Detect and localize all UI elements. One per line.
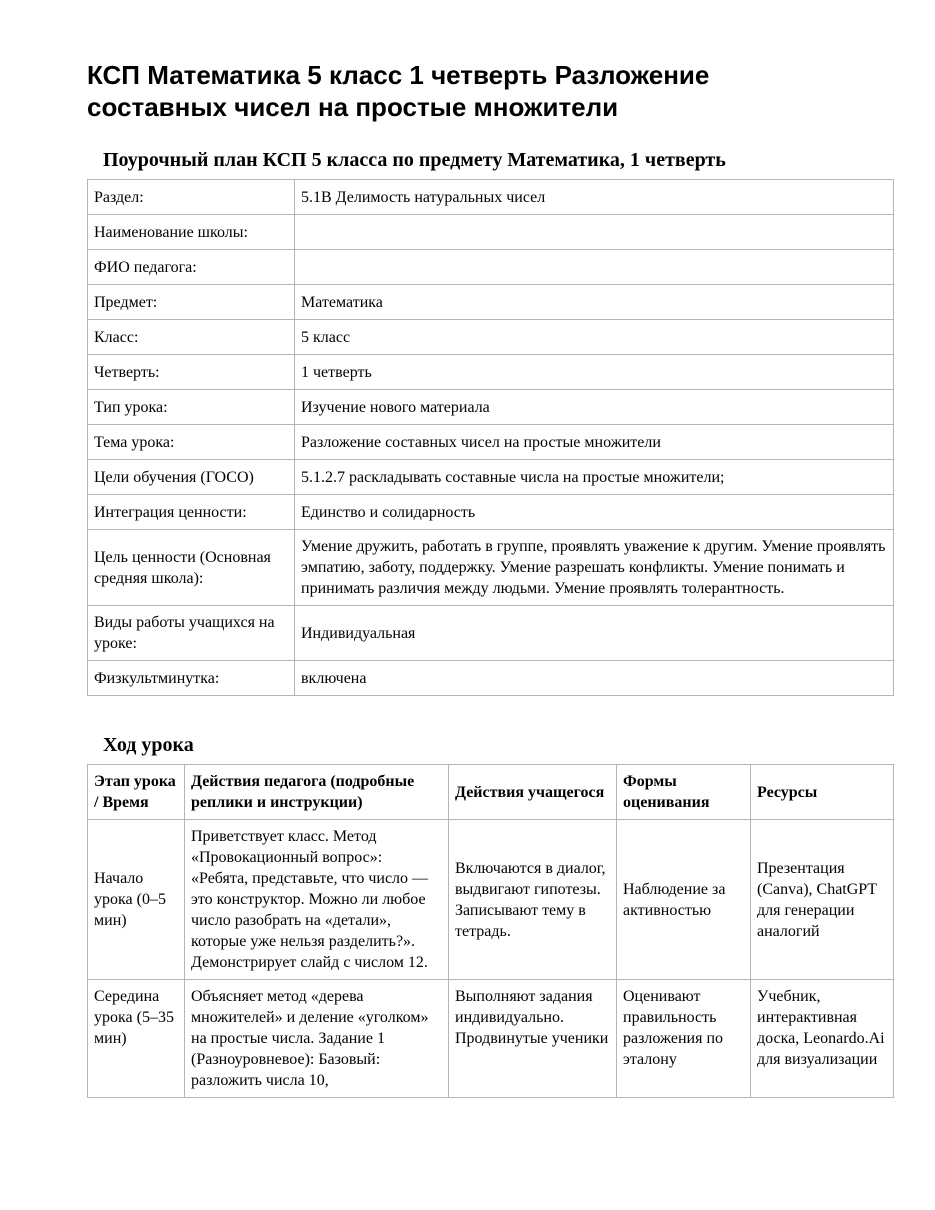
info-key-cell: ФИО педагога: xyxy=(88,250,295,285)
table-row xyxy=(88,355,894,390)
info-key-cell: Предмет: xyxy=(88,285,295,320)
info-key-cell: Четверть: xyxy=(88,355,295,390)
flow-heading: Ход урока xyxy=(103,734,194,756)
lesson-flow-table xyxy=(87,764,894,1098)
info-value-cell xyxy=(295,215,894,250)
flow-header-row xyxy=(88,765,894,820)
info-key-cell: Тема урока: xyxy=(88,425,295,460)
info-value-cell: 1 четверть xyxy=(295,355,894,390)
table-row xyxy=(88,285,894,320)
info-value-cell: Умение дружить, работать в группе, проявлять уважение к другим. Умение проявлять эмпатию, заботу, поддержку. Умение разрешать конфликты. Умение понимать и принимать различия между людьми. Умение проявлять толерантность. xyxy=(295,530,894,606)
table-row xyxy=(88,215,894,250)
info-key-cell: Класс: xyxy=(88,320,295,355)
table-row xyxy=(88,980,894,1098)
stage-cell: Середина урока (5–35 мин) xyxy=(88,980,185,1098)
table-row xyxy=(88,180,894,215)
info-key-cell: Виды работы учащихся на уроке: xyxy=(88,606,295,661)
info-value-cell: 5.1.2.7 раскладывать составные числа на простые множители; xyxy=(295,460,894,495)
student-actions-cell: Включаются в диалог, выдвигают гипотезы. Записывают тему в тетрадь. xyxy=(449,820,617,980)
flow-header-cell: Формы оценивания xyxy=(617,765,751,820)
table-row xyxy=(88,460,894,495)
plan-heading: Поурочный план КСП 5 класса по предмету Математика, 1 четверть xyxy=(103,149,726,171)
flow-header-cell: Действия учащегося xyxy=(449,765,617,820)
info-key-cell: Раздел: xyxy=(88,180,295,215)
table-row xyxy=(88,425,894,460)
resources-cell: Презентация (Canva), ChatGPT для генерации аналогий xyxy=(751,820,894,980)
page-title: КСП Математика 5 класс 1 четверть Разложение составных чисел на простые множители xyxy=(87,60,710,122)
info-key-cell: Цель ценности (Основная средняя школа): xyxy=(88,530,295,606)
assessment-cell: Наблюдение за активностью xyxy=(617,820,751,980)
table-row xyxy=(88,820,894,980)
info-key-cell: Интеграция ценности: xyxy=(88,495,295,530)
info-value-cell: Индивидуальная xyxy=(295,606,894,661)
info-value-cell: Единство и солидарность xyxy=(295,495,894,530)
info-key-cell: Наименование школы: xyxy=(88,215,295,250)
table-row xyxy=(88,250,894,285)
info-value-cell: включена xyxy=(295,661,894,696)
info-key-cell: Цели обучения (ГОСО) xyxy=(88,460,295,495)
student-actions-cell: Выполняют задания индивидуально. Продвинутые ученики xyxy=(449,980,617,1098)
teacher-actions-cell: Приветствует класс. Метод «Провокационный вопрос»: «Ребята, представьте, что число — это конструктор. Можно ли любое число разобрать на «детали», которые уже нельзя разделить?». Демонстрирует слайд с числом 12. xyxy=(185,820,449,980)
table-row xyxy=(88,661,894,696)
flow-header-cell: Ресурсы xyxy=(751,765,894,820)
assessment-cell: Оценивают правильность разложения по эталону xyxy=(617,980,751,1098)
flow-header-cell: Этап урока / Время xyxy=(88,765,185,820)
stage-cell: Начало урока (0–5 мин) xyxy=(88,820,185,980)
flow-header-cell: Действия педагога (подробные реплики и инструкции) xyxy=(185,765,449,820)
info-value-cell: Математика xyxy=(295,285,894,320)
info-key-cell: Физкультминутка: xyxy=(88,661,295,696)
table-row xyxy=(88,320,894,355)
lesson-flow-table-viewport xyxy=(87,764,895,1165)
info-value-cell xyxy=(295,250,894,285)
resources-cell: Учебник, интерактивная доска, Leonardo.Ai для визуализации xyxy=(751,980,894,1098)
lesson-info-table xyxy=(87,179,894,696)
info-value-cell: Изучение нового материала xyxy=(295,390,894,425)
table-row xyxy=(88,495,894,530)
info-value-cell: Разложение составных чисел на простые множители xyxy=(295,425,894,460)
info-value-cell: 5 класс xyxy=(295,320,894,355)
table-row xyxy=(88,606,894,661)
table-row xyxy=(88,530,894,606)
teacher-actions-cell: Объясняет метод «дерева множителей» и деление «уголком» на простые числа. Задание 1 (Разноуровневое): Базовый: разложить числа 10, xyxy=(185,980,449,1098)
info-value-cell: 5.1В Делимость натуральных чисел xyxy=(295,180,894,215)
table-row xyxy=(88,390,894,425)
info-key-cell: Тип урока: xyxy=(88,390,295,425)
